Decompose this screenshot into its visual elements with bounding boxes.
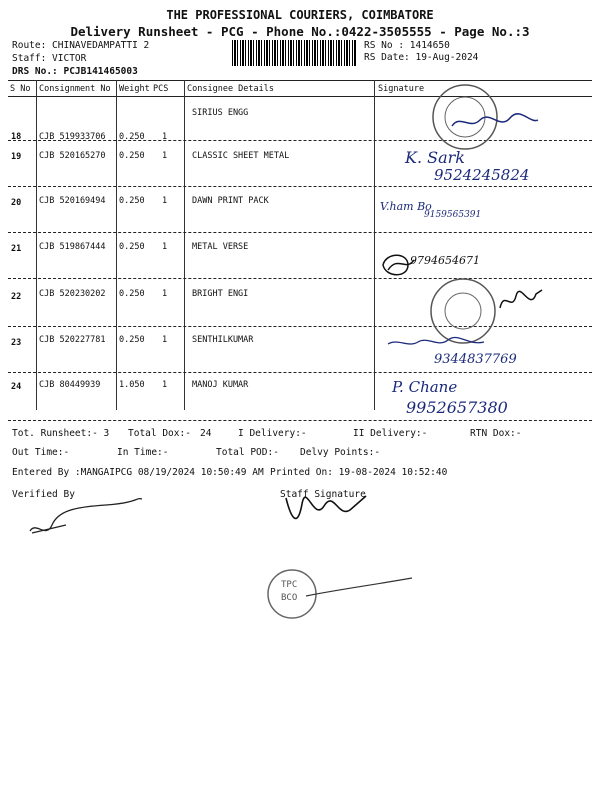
rs-date: RS Date: 19-Aug-2024 bbox=[364, 52, 479, 63]
row-consignee: METAL VERSE bbox=[192, 242, 249, 252]
phone-row-24: 9952657380 bbox=[406, 398, 508, 417]
delvy-points: Delvy Points:- bbox=[300, 447, 381, 458]
row-consignment: CJB 519933706 bbox=[39, 132, 106, 142]
row-sno: 22 bbox=[11, 292, 22, 302]
row-weight: 0.250 bbox=[119, 196, 145, 206]
rs-number: RS No : 1414650 bbox=[364, 40, 450, 51]
row-consignee: MANOJ KUMAR bbox=[192, 380, 249, 390]
col-header-pcs: PCS bbox=[153, 84, 169, 94]
runsheet-subtitle: Delivery Runsheet - PCG - Phone No.:0422-3505555 - Page No.:3 bbox=[70, 24, 530, 39]
row-consignment: CJB 519867444 bbox=[39, 242, 106, 252]
row-consignment: CJB 520227781 bbox=[39, 335, 106, 345]
total-dox-label: Total Dox:- bbox=[128, 428, 191, 439]
stamp-text: TPC bbox=[281, 580, 298, 590]
company-title: THE PROFESSIONAL COURIERS, COIMBATORE bbox=[166, 8, 434, 22]
row-divider bbox=[8, 186, 592, 187]
row-pcs: 1 bbox=[162, 196, 168, 206]
row-consignment: CJB 520169494 bbox=[39, 196, 106, 206]
row-pcs: 1 bbox=[162, 289, 168, 299]
phone-row-19: 9524245824 bbox=[434, 166, 530, 184]
row-sno: 23 bbox=[11, 338, 22, 348]
col-header-sno: S No bbox=[10, 84, 31, 94]
phone-row-20: 9159565391 bbox=[424, 210, 482, 220]
row-pcs: 1 bbox=[162, 132, 168, 142]
row-consignment: CJB 520165270 bbox=[39, 151, 106, 161]
in-time: In Time:- bbox=[117, 447, 169, 458]
row-pcs: 1 bbox=[162, 151, 168, 161]
signature-row-24: P. Chane bbox=[392, 378, 458, 396]
rtn-dox: RTN Dox:- bbox=[470, 428, 522, 439]
signature-scribble bbox=[450, 112, 540, 132]
row-consignee: SIRIUS ENGG bbox=[192, 108, 249, 118]
row-consignee: SENTHILKUMAR bbox=[192, 335, 254, 345]
col-header-consignee: Consignee Details bbox=[187, 84, 274, 94]
row-pcs: 1 bbox=[162, 380, 168, 390]
col-divider bbox=[184, 80, 185, 410]
row-weight: 0.250 bbox=[119, 151, 145, 161]
row-weight: 0.250 bbox=[119, 335, 145, 345]
row-divider bbox=[8, 140, 592, 141]
entered-by: Entered By :MANGAIPCG 08/19/2024 10:50:49 AM bbox=[12, 467, 264, 478]
tot-runsheet: Tot. Runsheet:- 3 bbox=[12, 428, 110, 439]
table-header-rule bbox=[8, 96, 592, 97]
stamp-sub-text: BCO bbox=[281, 593, 298, 603]
row-sno: 20 bbox=[11, 198, 22, 208]
col-divider bbox=[116, 80, 117, 410]
row-consignee: CLASSIC SHEET METAL bbox=[192, 151, 290, 161]
staff-label: Staff: VICTOR bbox=[12, 53, 87, 64]
col-header-consignment: Consignment No bbox=[39, 84, 111, 94]
row-consignment: CJB 80449939 bbox=[39, 380, 101, 390]
row-consignee: DAWN PRINT PACK bbox=[192, 196, 269, 206]
row-weight: 1.050 bbox=[119, 380, 145, 390]
signature-scribble-row-22 bbox=[496, 288, 546, 314]
staff-signature-label: Staff Signature bbox=[280, 489, 366, 500]
col-divider bbox=[36, 80, 37, 410]
route-label: Route: CHINAVEDAMPATTI 2 bbox=[12, 40, 150, 51]
phone-row-23: 9344837769 bbox=[434, 352, 517, 367]
row-pcs: 1 bbox=[162, 242, 168, 252]
row-divider bbox=[8, 232, 592, 233]
row-divider bbox=[8, 372, 592, 373]
row-sno: 18 bbox=[11, 132, 22, 142]
row-weight: 0.250 bbox=[119, 132, 145, 142]
row-weight: 0.250 bbox=[119, 289, 145, 299]
row-weight: 0.250 bbox=[119, 242, 145, 252]
verified-by-label: Verified By bbox=[12, 489, 75, 500]
row-consignee: BRIGHT ENGI bbox=[192, 289, 249, 299]
row-divider bbox=[8, 326, 592, 327]
i-delivery: I Delivery:- bbox=[238, 428, 307, 439]
staff-signature-scribble bbox=[280, 492, 370, 532]
col-header-weight: Weight bbox=[119, 84, 150, 94]
row-sno: 19 bbox=[11, 152, 22, 162]
row-consignment: CJB 520230202 bbox=[39, 289, 106, 299]
verified-signature bbox=[26, 495, 146, 545]
signature-row-20: V.ham Bo bbox=[380, 200, 432, 213]
out-time: Out Time:- bbox=[12, 447, 70, 458]
printed-on: Printed On: 19-08-2024 10:52:40 bbox=[270, 467, 448, 478]
row-sno: 21 bbox=[11, 244, 22, 254]
col-divider bbox=[374, 80, 375, 410]
signature-scribble-row-23 bbox=[386, 336, 486, 350]
col-header-signature: Signature bbox=[378, 84, 425, 94]
drs-number: DRS No.: PCJB141465003 bbox=[12, 66, 138, 77]
phone-row-21: 9794654671 bbox=[410, 254, 480, 267]
ii-delivery: II Delivery:- bbox=[353, 428, 428, 439]
row-pcs: 1 bbox=[162, 335, 168, 345]
row-divider bbox=[8, 278, 592, 279]
barcode bbox=[232, 40, 356, 66]
table-top-rule bbox=[8, 80, 592, 81]
row-divider bbox=[8, 420, 592, 421]
total-pod: Total POD:- bbox=[216, 447, 279, 458]
signature-row-19: K. Sark bbox=[405, 148, 465, 167]
row-sno: 24 bbox=[11, 382, 22, 392]
total-dox-value: 24 bbox=[200, 428, 212, 439]
